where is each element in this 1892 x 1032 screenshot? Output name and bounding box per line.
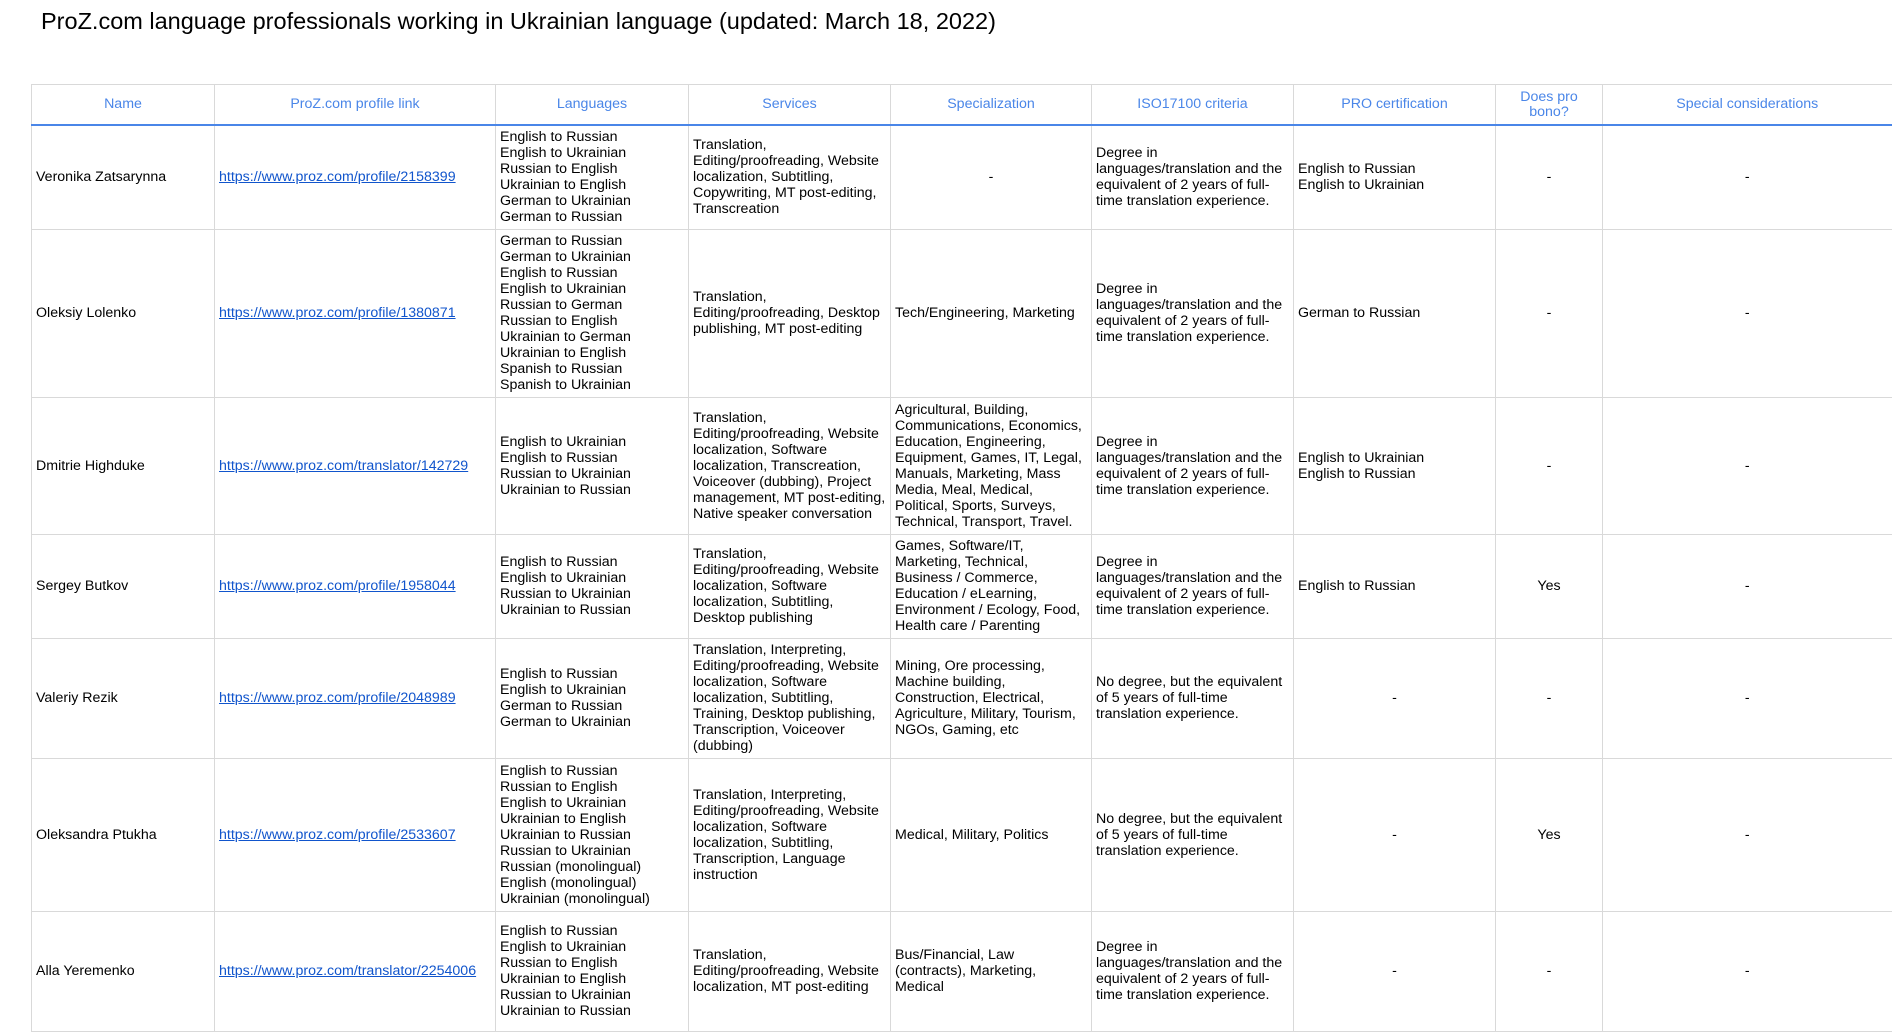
cell-iso17100: No degree, but the equivalent of 5 years of full-time translation experience. <box>1092 758 1294 911</box>
cell-specialization: Games, Software/IT, Marketing, Technical, Business / Commerce, Education / eLearning, Environment / Ecology, Food, Health care / Parenting <box>891 534 1092 638</box>
header-pro-certification: PRO certification <box>1294 85 1496 126</box>
cell-special-considerations: - <box>1603 397 1892 534</box>
cell-pro-bono: Yes <box>1496 534 1603 638</box>
cell-specialization: Agricultural, Building, Communications, Economics, Education, Engineering, Equipment, Games, IT, Legal, Manuals, Marketing, Mass Media, Meal, Medical, Political, Sports, Surveys, Technical, Transport, Travel. <box>891 397 1092 534</box>
cell-pro-certification: German to Russian <box>1294 229 1496 397</box>
cell-services: Translation, Interpreting, Editing/proofreading, Website localization, Software localization, Subtitling, Transcription, Language instruction <box>689 758 891 911</box>
cell-pro-bono: - <box>1496 125 1603 229</box>
cell-pro-certification: - <box>1294 758 1496 911</box>
cell-pro-bono: - <box>1496 638 1603 758</box>
cell-pro-certification: - <box>1294 911 1496 1031</box>
cell-profile <box>215 229 496 397</box>
cell-specialization: Mining, Ore processing, Machine building, Construction, Electrical, Agriculture, Military, Tourism, NGOs, Gaming, etc <box>891 638 1092 758</box>
cell-name: Oleksandra Ptukha <box>32 758 215 911</box>
cell-languages: English to Ukrainian English to Russian Russian to Ukrainian Ukrainian to Russian <box>496 397 689 534</box>
cell-name: Valeriy Rezik <box>32 638 215 758</box>
cell-profile <box>215 125 496 229</box>
cell-iso17100: Degree in languages/translation and the equivalent of 2 years of full-time translation experience. <box>1092 397 1294 534</box>
table-row <box>32 758 1892 911</box>
table-row <box>32 397 1892 534</box>
header-name: Name <box>32 85 215 126</box>
cell-languages: English to Russian Russian to English English to Ukrainian Ukrainian to English Ukrainian to Russian Russian to Ukrainian Russian (monolingual) English (monolingual) Ukrainian (monolingual) <box>496 758 689 911</box>
cell-services: Translation, Editing/proofreading, Website localization, Subtitling, Copywriting, MT post-editing, Transcreation <box>689 125 891 229</box>
cell-pro-bono: Yes <box>1496 758 1603 911</box>
spreadsheet-table-container[interactable] <box>31 84 1844 1019</box>
cell-specialization: Bus/Financial, Law (contracts), Marketing, Medical <box>891 911 1092 1031</box>
header-special-considerations: Special considerations <box>1603 85 1892 126</box>
cell-languages: English to Russian English to Ukrainian Russian to English Ukrainian to English German to Ukrainian German to Russian <box>496 125 689 229</box>
cell-pro-certification: English to Ukrainian English to Russian <box>1294 397 1496 534</box>
header-iso17100: ISO17100 criteria <box>1092 85 1294 126</box>
cell-pro-bono: - <box>1496 911 1603 1031</box>
header-specialization: Specialization <box>891 85 1092 126</box>
cell-profile <box>215 638 496 758</box>
header-profile-link: ProZ.com profile link <box>215 85 496 126</box>
cell-name: Oleksiy Lolenko <box>32 229 215 397</box>
profile-link[interactable]: https://www.proz.com/profile/2048989 <box>219 690 456 706</box>
profile-link[interactable]: https://www.proz.com/profile/1958044 <box>219 578 456 594</box>
cell-specialization: - <box>891 125 1092 229</box>
cell-iso17100: Degree in languages/translation and the equivalent of 2 years of full-time translation experience. <box>1092 229 1294 397</box>
cell-profile <box>215 534 496 638</box>
cell-services: Translation, Editing/proofreading, Website localization, Software localization, Transcreation, Voiceover (dubbing), Project management, MT post-editing, Native speaker conversation <box>689 397 891 534</box>
cell-special-considerations: - <box>1603 911 1892 1031</box>
cell-languages: English to Russian English to Ukrainian German to Russian German to Ukrainian <box>496 638 689 758</box>
cell-profile <box>215 758 496 911</box>
cell-languages: German to Russian German to Ukrainian English to Russian English to Ukrainian Russian to German Russian to English Ukrainian to German Ukrainian to English Spanish to Russian Spanish to Ukrainian <box>496 229 689 397</box>
cell-services: Translation, Editing/proofreading, Desktop publishing, MT post-editing <box>689 229 891 397</box>
cell-iso17100: Degree in languages/translation and the equivalent of 2 years of full-time translation experience. <box>1092 125 1294 229</box>
cell-special-considerations: - <box>1603 229 1892 397</box>
cell-name: Sergey Butkov <box>32 534 215 638</box>
translators-table <box>31 84 1892 1032</box>
cell-name: Alla Yeremenko <box>32 911 215 1031</box>
profile-link[interactable]: https://www.proz.com/translator/2254006 <box>219 963 477 979</box>
table-row <box>32 125 1892 229</box>
cell-special-considerations: - <box>1603 125 1892 229</box>
cell-pro-certification: - <box>1294 638 1496 758</box>
header-services: Services <box>689 85 891 126</box>
cell-name: Veronika Zatsarynna <box>32 125 215 229</box>
cell-profile <box>215 911 496 1031</box>
cell-languages: English to Russian English to Ukrainian Russian to Ukrainian Ukrainian to Russian <box>496 534 689 638</box>
cell-pro-certification: English to Russian English to Ukrainian <box>1294 125 1496 229</box>
cell-special-considerations: - <box>1603 638 1892 758</box>
cell-services: Translation, Interpreting, Editing/proofreading, Website localization, Software localization, Subtitling, Training, Desktop publishing, Transcription, Voiceover (dubbing) <box>689 638 891 758</box>
cell-special-considerations: - <box>1603 534 1892 638</box>
cell-name: Dmitrie Highduke <box>32 397 215 534</box>
cell-iso17100: Degree in languages/translation and the equivalent of 2 years of full-time translation experience. <box>1092 911 1294 1031</box>
profile-link[interactable]: https://www.proz.com/translator/142729 <box>219 457 469 474</box>
cell-iso17100: Degree in languages/translation and the equivalent of 2 years of full-time translation experience. <box>1092 534 1294 638</box>
profile-link[interactable]: https://www.proz.com/profile/2533607 <box>219 826 456 843</box>
cell-services: Translation, Editing/proofreading, Website localization, Software localization, Subtitling, Desktop publishing <box>689 534 891 638</box>
table-row <box>32 229 1892 397</box>
cell-specialization: Tech/Engineering, Marketing <box>891 229 1092 397</box>
header-languages: Languages <box>496 85 689 126</box>
cell-services: Translation, Editing/proofreading, Website localization, MT post-editing <box>689 911 891 1031</box>
cell-pro-bono: - <box>1496 229 1603 397</box>
profile-link[interactable]: https://www.proz.com/profile/2158399 <box>219 169 456 186</box>
table-row <box>32 638 1892 758</box>
header-pro-bono: Does pro bono? <box>1496 85 1603 126</box>
page-title: ProZ.com language professionals working in Ukrainian language (updated: March 18, 2022) <box>41 8 996 34</box>
header-row <box>32 85 1892 126</box>
cell-specialization: Medical, Military, Politics <box>891 758 1092 911</box>
table-row <box>32 911 1892 1031</box>
table-row <box>32 534 1892 638</box>
cell-languages: English to Russian English to Ukrainian Russian to English Ukrainian to English Russian to Ukrainian Ukrainian to Russian <box>496 911 689 1031</box>
cell-pro-certification: English to Russian <box>1294 534 1496 638</box>
cell-profile <box>215 397 496 534</box>
cell-iso17100: No degree, but the equivalent of 5 years of full-time translation experience. <box>1092 638 1294 758</box>
profile-link[interactable]: https://www.proz.com/profile/1380871 <box>219 305 456 321</box>
cell-special-considerations: - <box>1603 758 1892 911</box>
cell-pro-bono: - <box>1496 397 1603 534</box>
